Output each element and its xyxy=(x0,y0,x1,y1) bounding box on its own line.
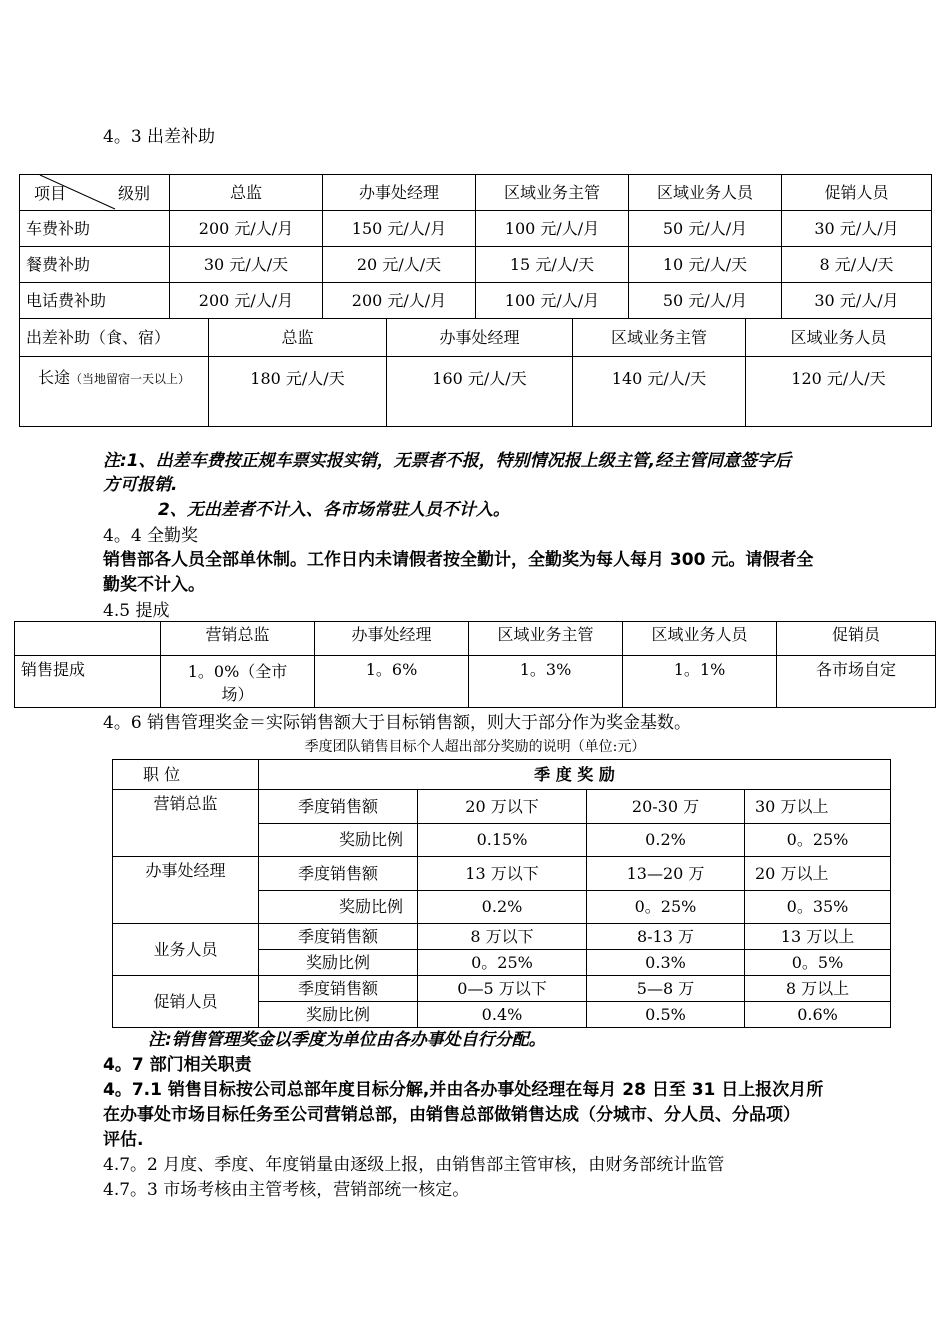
table-cell: 8 万以下 xyxy=(418,924,587,950)
table-cell: 30 元/人/月 xyxy=(782,211,932,247)
position-label: 业务人员 xyxy=(113,924,259,976)
table-cell: 0.5% xyxy=(587,1002,745,1028)
column-header: 总监 xyxy=(170,175,323,211)
paragraph-line: 4.7。2 月度、季度、年度销量由逐级上报，由销售部主管审核，由财务部统计监管 xyxy=(103,1155,725,1175)
position-label: 办事处经理 xyxy=(113,857,259,924)
corner-level-label: 级别 xyxy=(118,184,151,203)
paragraph-line: 4。7.1 销售目标按公司总部年度目标分解,并由各办事处经理在每月 28 日至 31 日上报次月所 xyxy=(103,1080,824,1100)
table-cell: 13 万以上 xyxy=(745,924,891,950)
table-cell: 8-13 万 xyxy=(587,924,745,950)
table-cell: 180 元/人/天 xyxy=(209,357,387,427)
table-cell: 20 万以下 xyxy=(418,790,587,824)
allowance-table xyxy=(19,174,932,319)
table-cell: 1。1% xyxy=(623,656,777,708)
row-label: 出差补助（食、宿） xyxy=(20,319,209,357)
row-label: 销售提成 xyxy=(15,656,161,708)
position-label: 促销人员 xyxy=(113,976,259,1028)
table-cell: 200 元/人/月 xyxy=(323,283,476,319)
table-cell: 20 万以上 xyxy=(745,857,891,891)
table-cell: 13—20 万 xyxy=(587,857,745,891)
table-cell: 5—8 万 xyxy=(587,976,745,1002)
table-cell: 1。3% xyxy=(469,656,623,708)
row-label: 电话费补助 xyxy=(20,283,170,319)
table-cell: 20 元/人/天 xyxy=(323,247,476,283)
sales-label: 季度销售额 xyxy=(259,790,418,824)
sales-label: 季度销售额 xyxy=(259,976,418,1002)
column-header: 区域业务人员 xyxy=(623,622,777,656)
table-cell: 30 元/人/天 xyxy=(170,247,323,283)
section-4-5-heading: 4.5 提成 xyxy=(103,601,170,621)
table-cell: 0。5% xyxy=(745,950,891,976)
table-cell: 200 元/人/月 xyxy=(170,283,323,319)
ratio-label: 奖励比例 xyxy=(259,1002,418,1028)
column-header: 营销总监 xyxy=(161,622,315,656)
row-label-note: （当地留宿一天以上） xyxy=(70,372,191,386)
table-cell: 30 万以上 xyxy=(745,790,891,824)
section-4-3-heading: 4。3 出差补助 xyxy=(103,127,216,147)
table-cell: 100 元/人/月 xyxy=(476,283,629,319)
table-cell: 50 元/人/月 xyxy=(629,211,782,247)
lodging-allowance-table xyxy=(19,318,932,427)
ratio-label: 奖励比例 xyxy=(259,950,418,976)
bonus-header: 季 度 奖 励 xyxy=(259,760,891,790)
table-cell: 各市场自定 xyxy=(777,656,936,708)
row-label: 车费补助 xyxy=(20,211,170,247)
empty-header-cell xyxy=(15,622,161,656)
row-label: 长途 xyxy=(37,368,70,387)
ratio-label: 奖励比例 xyxy=(259,824,418,857)
note-line: 方可报销. xyxy=(103,475,178,495)
commission-table xyxy=(14,621,936,708)
table-cell: 100 元/人/月 xyxy=(476,211,629,247)
table-cell: 30 元/人/月 xyxy=(782,283,932,319)
paragraph-line: 销售部各人员全部单休制。工作日内未请假者按全勤计，全勤奖为每人每月 300 元。请假者全 xyxy=(103,550,814,570)
column-header: 区域业务人员 xyxy=(629,175,782,211)
table-cell: 8 万以上 xyxy=(745,976,891,1002)
note-line: 注:1、出差车费按正规车票实报实销，无票者不报，特别情况报上级主管,经主管同意签字后 xyxy=(103,451,792,471)
row-label: 餐费补助 xyxy=(20,247,170,283)
table-caption: 季度团队销售目标个人超出部分奖励的说明（单位:元） xyxy=(304,739,646,755)
table-cell: 0.2% xyxy=(418,891,587,924)
long-distance-label-cell xyxy=(20,357,209,427)
column-header: 办事处经理 xyxy=(323,175,476,211)
note-line: 注:销售管理奖金以季度为单位由各办事处自行分配。 xyxy=(148,1030,546,1050)
table-cell: 200 元/人/月 xyxy=(170,211,323,247)
table-cell: 140 元/人/天 xyxy=(573,357,746,427)
column-header: 办事处经理 xyxy=(315,622,469,656)
table-cell: 1。0%（全市场） xyxy=(161,656,315,708)
table-cell: 20-30 万 xyxy=(587,790,745,824)
column-header: 区域业务主管 xyxy=(469,622,623,656)
table-cell: 0。25% xyxy=(587,891,745,924)
column-header: 区域业务主管 xyxy=(573,319,746,357)
table-cell: 0.2% xyxy=(587,824,745,857)
position-header: 职 位 xyxy=(113,760,259,790)
corner-cell xyxy=(20,175,170,211)
table-cell: 160 元/人/天 xyxy=(387,357,573,427)
column-header: 促销人员 xyxy=(782,175,932,211)
column-header: 办事处经理 xyxy=(387,319,573,357)
position-label: 营销总监 xyxy=(113,790,259,857)
column-header: 总监 xyxy=(209,319,387,357)
table-cell: 120 元/人/天 xyxy=(746,357,932,427)
column-header: 促销员 xyxy=(777,622,936,656)
corner-item-label: 项目 xyxy=(34,184,67,203)
section-4-6-heading: 4。6 销售管理奖金＝实际销售额大于目标销售额，则大于部分作为奖金基数。 xyxy=(103,713,692,733)
sales-label: 季度销售额 xyxy=(259,924,418,950)
paragraph-line: 评估. xyxy=(103,1130,144,1150)
table-cell: 0。25% xyxy=(418,950,587,976)
section-4-4-heading: 4。4 全勤奖 xyxy=(103,526,199,546)
table-cell: 0。35% xyxy=(745,891,891,924)
table-cell: 0.4% xyxy=(418,1002,587,1028)
table-cell: 150 元/人/月 xyxy=(323,211,476,247)
quarterly-bonus-table xyxy=(112,759,891,1028)
table-cell: 15 元/人/天 xyxy=(476,247,629,283)
paragraph-line: 在办事处市场目标任务至公司营销总部，由销售总部做销售达成（分城市、分人员、分品项） xyxy=(103,1105,800,1125)
table-cell: 13 万以下 xyxy=(418,857,587,891)
paragraph-line: 4.7。3 市场考核由主管考核，营销部统一核定。 xyxy=(103,1180,470,1200)
paragraph-line: 勤奖不计入。 xyxy=(103,575,205,595)
column-header: 区域业务主管 xyxy=(476,175,629,211)
sales-label: 季度销售额 xyxy=(259,857,418,891)
table-cell: 10 元/人/天 xyxy=(629,247,782,283)
section-4-7-heading: 4。7 部门相关职责 xyxy=(103,1055,252,1075)
ratio-label: 奖励比例 xyxy=(259,891,418,924)
table-cell: 1。6% xyxy=(315,656,469,708)
table-cell: 0—5 万以下 xyxy=(418,976,587,1002)
table-cell: 50 元/人/月 xyxy=(629,283,782,319)
table-cell: 0.3% xyxy=(587,950,745,976)
table-cell: 0.15% xyxy=(418,824,587,857)
note-line: 2、无出差者不计入、各市场常驻人员不计入。 xyxy=(158,500,510,520)
column-header: 区域业务人员 xyxy=(746,319,932,357)
table-cell: 0。25% xyxy=(745,824,891,857)
table-cell: 0.6% xyxy=(745,1002,891,1028)
table-cell: 8 元/人/天 xyxy=(782,247,932,283)
